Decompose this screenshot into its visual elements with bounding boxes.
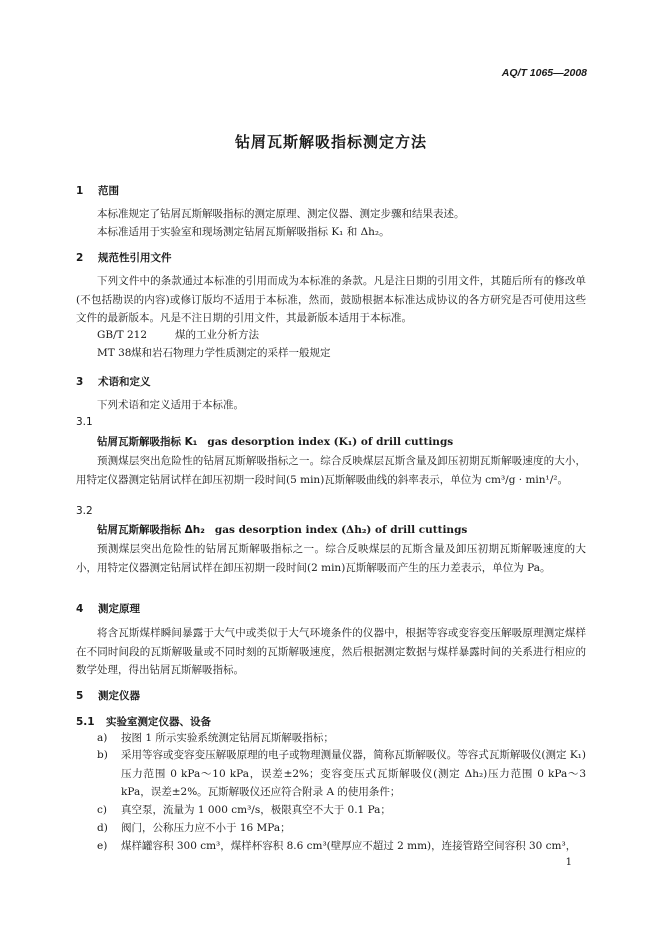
section-title: 测定原理 xyxy=(98,603,140,615)
normative-reference xyxy=(97,327,259,342)
list-item xyxy=(97,837,586,856)
section-4-heading xyxy=(76,601,140,616)
list-item-text: 阀门，公称压力应不小于 16 MPa； xyxy=(121,822,291,834)
list-item xyxy=(97,729,586,748)
term-definition: 预测煤层突出危险性的钻屑瓦斯解吸指标之一。综合反映煤层瓦斯含量及卸压初期瓦斯解吸速度的大小，用特定仪器测定钻屑试样在卸压初期一段时间(5 min)瓦斯解吸曲线的斜率表示，单位为 cm³/g · min¹/²。 xyxy=(76,455,586,486)
reference-code: GB/T 212 xyxy=(97,329,148,341)
list-item-text: 真空泵，流量为 1 000 cm³/s，极限真空不大于 0.1 Pa； xyxy=(121,804,391,816)
section-title: 范围 xyxy=(98,185,119,197)
term-definition: 预测煤层突出危险性的钻屑瓦斯解吸指标之一。综合反映煤层的瓦斯含量及卸压初期瓦斯解吸速度的大小，用特定仪器测定钻屑试样在卸压初期一段时间(2 min)瓦斯解吸而产生的压力差表示，单位为 Pa。 xyxy=(76,543,586,574)
list-item-label: c) xyxy=(97,804,107,816)
standard-code: AQ/T 1065—2008 xyxy=(501,67,587,79)
section-number: 2 xyxy=(76,252,84,264)
reference-code: MT 38 xyxy=(97,347,132,359)
section-5-heading xyxy=(76,688,140,703)
paragraph: 本标准适用于实验室和现场测定钻屑瓦斯解吸指标 K₁ 和 Δh₂。 xyxy=(97,226,390,238)
term-entry xyxy=(97,434,453,449)
term-number: 3.2 xyxy=(76,505,93,517)
section-title: 术语和定义 xyxy=(98,376,151,388)
list-item xyxy=(97,819,586,838)
term-english: gas desorption index (K₁) of drill cuttings xyxy=(207,436,454,448)
term-name: 钻屑瓦斯解吸指标 Δh₂ xyxy=(97,524,205,536)
term-entry xyxy=(97,522,467,537)
subsection-5-1-heading xyxy=(76,714,211,729)
section-3-heading xyxy=(76,374,151,389)
list-item-text: 采用等容或变容变压解吸原理的电子或物理测量仪器，简称瓦斯解吸仪。等容式瓦斯解吸仪(测定 K₁)压力范围 0 kPa～10 kPa，误差±2%；变容变压式瓦斯解吸仪(测定 Δh₂)压力范围 0 kPa～3 kPa，误差±2%。瓦斯解吸仪还应符合附录 A 的使用条件； xyxy=(121,749,586,798)
paragraph: 下列术语和定义适用于本标准。 xyxy=(97,399,244,411)
term-number: 3.1 xyxy=(76,416,93,428)
page-title: 钻屑瓦斯解吸指标测定方法 xyxy=(234,133,427,151)
reference-name: 煤的工业分析方法 xyxy=(175,329,259,341)
section-number: 1 xyxy=(76,185,84,197)
list-item-label: d) xyxy=(97,822,108,834)
list-item xyxy=(97,746,586,802)
list-item xyxy=(97,801,586,820)
term-english: gas desorption index (Δh₂) of drill cuttings xyxy=(214,524,468,536)
paragraph: 下列文件中的条款通过本标准的引用而成为本标准的条款。凡是注日期的引用文件，其随后所有的修改单(不包括勘误的内容)或修订版均不适用于本标准，然而，鼓励根据本标准达成协议的各方研究是否可使用这些文件的最新版本。凡是不注日期的引用文件，其最新版本适用于本标准。 xyxy=(76,275,586,324)
list-item-label: a) xyxy=(97,732,108,744)
section-number: 5 xyxy=(76,690,84,702)
section-1-heading xyxy=(76,183,119,198)
subsection-title: 实验室测定仪器、设备 xyxy=(106,716,211,728)
section-title: 规范性引用文件 xyxy=(98,252,172,264)
section-number: 3 xyxy=(76,376,84,388)
paragraph: 将含瓦斯煤样瞬间暴露于大气中或类似于大气环境条件的仪器中，根据等容或变容变压解吸原理测定煤样在不同时间段的瓦斯解吸量或不同时刻的瓦斯解吸速度，然后根据测定数据与煤样暴露时间的关系进行相应的数学处理，得出钻屑瓦斯解吸指标。 xyxy=(76,627,586,676)
section-title: 测定仪器 xyxy=(98,690,140,702)
page-number: 1 xyxy=(565,857,572,868)
normative-reference xyxy=(97,345,331,360)
list-item-label: b) xyxy=(97,749,108,761)
reference-name: 煤和岩石物理力学性质测定的采样一般规定 xyxy=(131,347,331,359)
term-name: 钻屑瓦斯解吸指标 K₁ xyxy=(97,436,198,448)
list-item-text: 按图 1 所示实验系统测定钻屑瓦斯解吸指标； xyxy=(121,732,334,744)
list-item-label: e) xyxy=(97,840,108,852)
section-number: 4 xyxy=(76,603,84,615)
list-item-text: 煤样罐容积 300 cm³，煤样杯容积 8.6 cm³(壁厚应不超过 2 mm)，连接管路空间容积 30 cm³， xyxy=(121,840,577,852)
section-2-heading xyxy=(76,250,172,265)
paragraph: 本标准规定了钻屑瓦斯解吸指标的测定原理、测定仪器、测定步骤和结果表述。 xyxy=(97,208,465,220)
subsection-number: 5.1 xyxy=(76,716,95,728)
